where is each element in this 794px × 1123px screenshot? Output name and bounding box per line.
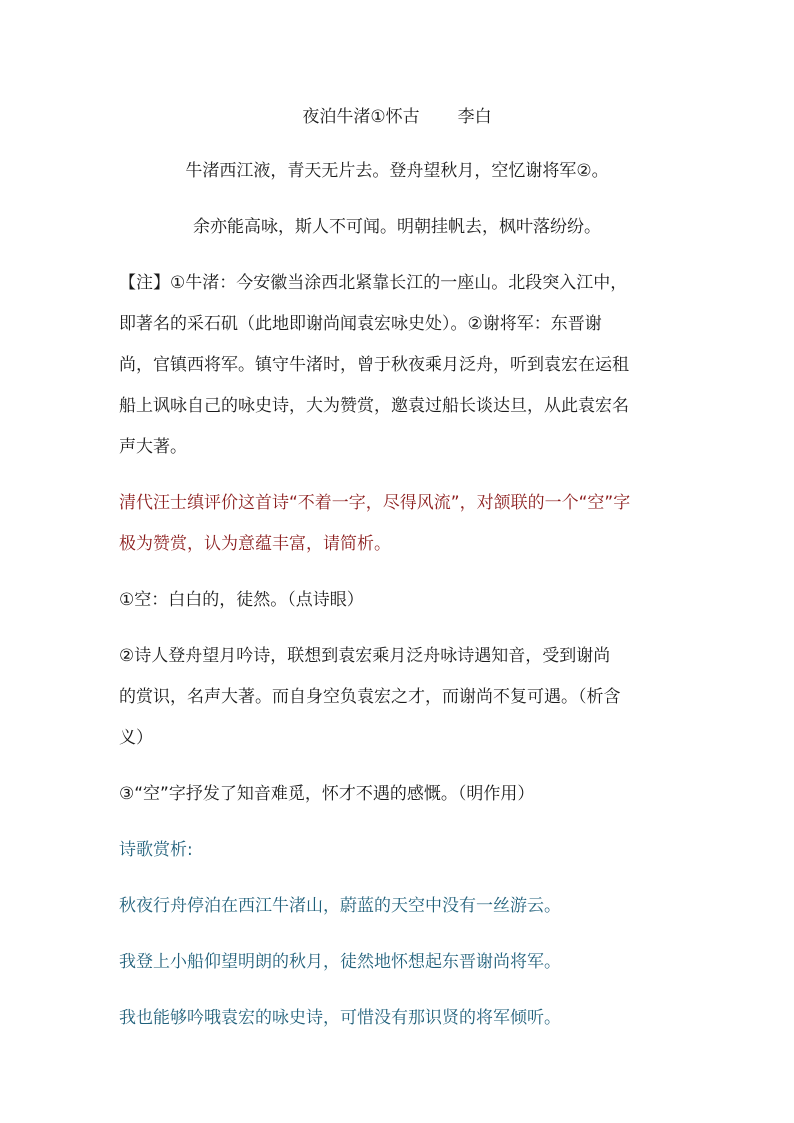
appreciation-line-3: 我也能够吟哦袁宏的咏史诗，可惜没有那识贤的将军倾听。 xyxy=(119,1008,561,1028)
answer-point-2-line-2: 的赏识，名声大著。而自身空负袁宏之才，而谢尚不复可遇。（析含 xyxy=(119,687,621,707)
poem-title: 夜泊牛渚①怀古 xyxy=(302,107,420,127)
answer-point-2-line-3: 义） xyxy=(119,728,153,748)
poem-line-2: 余亦能高咏，斯人不可闻。明朝挂帆去，枫叶落纷纷。 xyxy=(193,217,601,237)
answer-point-3: ③“空”字抒发了知音难觅，怀才不遇的感慨。（明作用） xyxy=(119,784,535,804)
appreciation-line-1: 秋夜行舟停泊在西江牛渚山，蔚蓝的天空中没有一丝游云。 xyxy=(119,896,561,916)
note-line-4: 船上讽咏自己的咏史诗，大为赞赏，邀袁过船长谈达旦，从此袁宏名 xyxy=(119,396,629,416)
appreciation-line-2: 我登上小船仰望明朗的秋月，徒然地怀想起东晋谢尚将军。 xyxy=(119,952,561,972)
question-line-1: 清代汪士缜评价这首诗“不着一字，尽得风流”，对颔联的一个“空”字 xyxy=(119,493,631,513)
answer-point-1: ①空：白白的，徒然。（点诗眼） xyxy=(119,590,364,610)
poem-title-row xyxy=(0,105,794,129)
note-line-1: 【注】①牛渚：今安徽当涂西北紧靠长江的一座山。北段突入江中， xyxy=(119,273,628,293)
poem-author: 李白 xyxy=(457,107,492,127)
note-line-2: 即著名的采石矶（此地即谢尚闻袁宏咏史处）。②谢将军：东晋谢 xyxy=(119,314,602,334)
note-line-5: 声大著。 xyxy=(119,437,187,457)
appreciation-heading: 诗歌赏析: xyxy=(119,840,193,860)
question-line-2: 极为赞赏，认为意蕴丰富，请简析。 xyxy=(119,534,391,554)
note-line-3: 尚，官镇西将军。镇守牛渚时，曾于秋夜乘月泛舟，听到袁宏在运租 xyxy=(119,355,629,375)
poem-line-1: 牛渚西江液，青天无片去。登舟望秋月，空忆谢将军②。 xyxy=(185,161,609,181)
answer-point-2-line-1: ②诗人登舟望月吟诗，联想到袁宏乘月泛舟咏诗遇知音，受到谢尚 xyxy=(119,646,611,666)
